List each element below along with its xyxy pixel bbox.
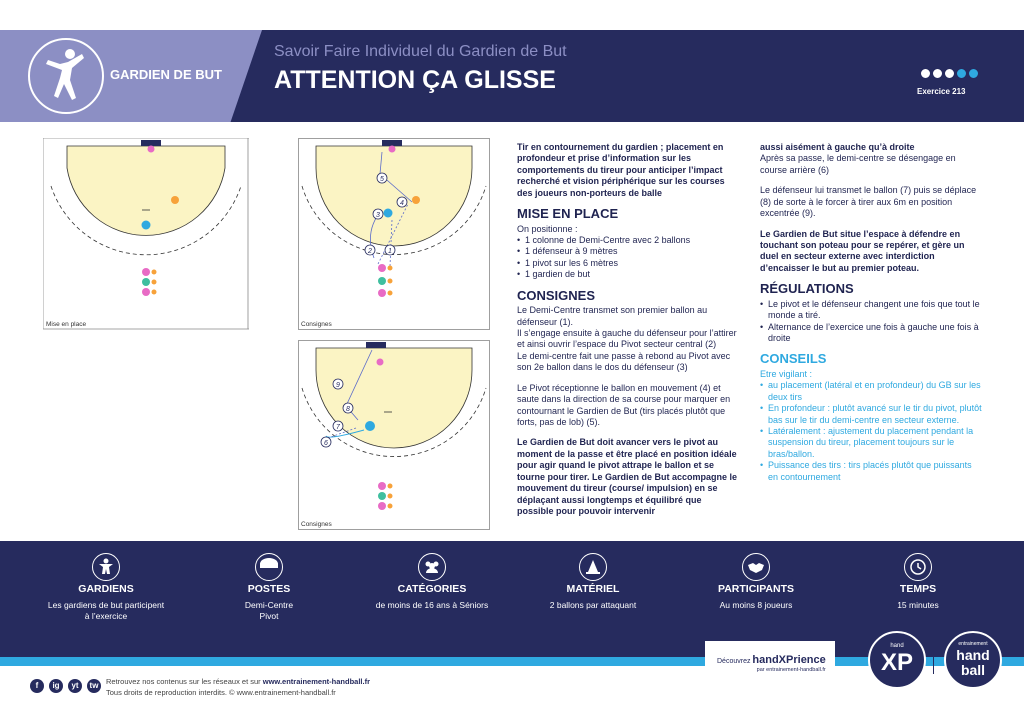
section-title-conseils: CONSEILS: [760, 351, 827, 367]
footer-text: Retrouvez nos contenus sur les réseaux et sur: [106, 677, 263, 686]
diagram-label: Mise en place: [46, 321, 87, 328]
exercise-number: Exercice 213: [917, 87, 966, 96]
player-column: [142, 268, 157, 296]
info-value: 2 ballons par attaquant: [549, 600, 637, 610]
xp-logo[interactable]: [868, 631, 926, 689]
list-item: • au placement (latéral et en profondeur) du GB sur les deux tirs: [760, 380, 982, 403]
logo-divider: [933, 644, 934, 674]
section-title-mise-en-place: MISE EN PLACE: [517, 206, 619, 222]
info-label: GARDIENS: [78, 583, 134, 595]
conseils-lead: Etre vigilant :: [760, 368, 813, 379]
list-item: • En profondeur : plutôt avancé sur le tir du pivot, plutôt bas sur le tir du demi-centre en secteur externe.: [760, 403, 982, 426]
diagram-consignes-2: [298, 340, 490, 530]
category-label: GARDIEN DE BUT: [110, 67, 222, 82]
info-label: PARTICIPANTS: [717, 583, 795, 595]
list-item: • 1 pivot sur les 6 mètres: [517, 258, 739, 269]
consigne-paragraph: Le Demi-Centre transmet son premier ballon au défenseur (1).: [517, 305, 708, 327]
section-title-consignes: CONSIGNES: [517, 287, 596, 303]
page-title: ATTENTION ÇA GLISSE: [274, 66, 556, 94]
field-icon: [255, 553, 283, 581]
twitter-icon[interactable]: tw: [87, 679, 101, 693]
mise-list: [517, 235, 739, 281]
list-item: • Alternance de l’exercice une fois à gauche une fois à droite: [760, 322, 982, 345]
info-label: MATÉRIEL: [566, 583, 620, 595]
entrainement-handball-logo[interactable]: [944, 631, 1002, 689]
mise-lead: On positionne :: [517, 223, 578, 234]
hb-logo-ball: ball: [960, 662, 986, 678]
facebook-icon[interactable]: f: [30, 679, 44, 693]
step-number: 1: [388, 248, 392, 255]
regulations-list: [760, 299, 982, 345]
difficulty-ball-icon: [968, 68, 979, 79]
list-item: • 1 colonne de Demi-Centre avec 2 ballons: [517, 235, 739, 246]
goalkeeper-marker: [148, 146, 155, 153]
defender-marker: [142, 221, 151, 230]
conseils-list: [760, 380, 982, 483]
info-label: CATÉGORIES: [397, 583, 467, 595]
pivot-marker: [171, 196, 179, 204]
difficulty-rating: [920, 68, 979, 79]
consigne-paragraph: Il s’engage ensuite à gauche du défenseur pour l’attirer et ainsi ouvrir l’espace du Pivot secteur central (2): [517, 328, 737, 350]
hb-logo-hand: hand: [956, 647, 990, 663]
list-item: • 1 gardien de but: [517, 269, 739, 280]
group-icon: [418, 553, 446, 581]
list-item: • Latéralement : ajustement du placement pendant la suspension du tireur, placement toujours sur le bras/ballon.: [760, 426, 982, 460]
info-value: de moins de 16 ans à Séniors: [375, 600, 489, 610]
info-label: POSTES: [247, 583, 291, 595]
goalkeeper-icon: [92, 553, 120, 581]
difficulty-ball-icon: [944, 68, 955, 79]
step-number: 8: [346, 406, 350, 413]
list-item: • Puissance des tirs : tirs placés plutôt que puissants en contournement: [760, 460, 982, 483]
consigne-paragraph: Le demi-centre fait une passe à rebond au Pivot avec son 2e ballon dans le dos du défenseur (3): [517, 350, 731, 373]
instagram-icon[interactable]: ig: [49, 679, 63, 693]
clock-icon: [904, 553, 932, 581]
step-number: 9: [336, 382, 340, 389]
consigne-paragraph: Le Gardien de But doit avancer vers le pivot au moment de la passe et être placé en position idéale pour agir quand le pivot attrape le ballon et se tourne pour tirer. Le Gardien de But accompagne le mouvement du tireur (course/ impulsion) en se déplaçant aussi longtemps et équilibré que possible pour pouvoir intervenir: [517, 437, 738, 516]
paragraph: Après sa passe, le demi-centre se désengage en course arrière (6): [760, 153, 956, 175]
header: [0, 30, 1024, 122]
youtube-icon[interactable]: yt: [68, 679, 82, 693]
xp-logo-big: XP: [880, 649, 913, 676]
consigne-paragraph: Le Pivot réceptionne le ballon en mouvement (4) et saute dans la direction de sa course pour marquer en contournant le Gardien de But (tirs placés plutôt que forts, pas de lob) (5).: [517, 382, 731, 428]
step-number: 4: [400, 200, 404, 207]
intro-text: Tir en contournement du gardien ; placement en profondeur et prise d’information sur les comportements du tireur pour anticiper l’impact recherché et vision périphérique sur les courses des joueurs non-porteurs de balle: [517, 142, 725, 198]
diagram-label: Consignes: [301, 321, 332, 328]
footer-line-1: [106, 677, 370, 686]
continued-paragraph: aussi aisément à gauche qu’à droite: [760, 142, 915, 152]
info-label: TEMPS: [899, 583, 937, 595]
paragraph: Le Gardien de But situe l’espace à défendre en touchant son poteau pour se repérer, et gère un duel en secteur externe avec interdiction d’encaisser le but au premier poteau.: [760, 228, 965, 273]
section-title-regulations: RÉGULATIONS: [760, 281, 854, 297]
handxprience-text[interactable]: Découvrez handXPrience par entrainement-handball.fr: [717, 654, 826, 673]
text-column-1: [517, 142, 739, 517]
diagram-mise-en-place: [43, 138, 249, 330]
diagram-consignes-1: [298, 138, 490, 330]
xp-logo-small: hand: [890, 643, 904, 649]
info-band: [0, 541, 1024, 657]
diagram-label: Consignes: [301, 521, 332, 528]
difficulty-ball-icon: [920, 68, 931, 79]
difficulty-ball-icon: [932, 68, 943, 79]
difficulty-ball-icon: [956, 68, 967, 79]
info-value: 15 minutes: [897, 600, 939, 610]
list-item: • 1 défenseur à 9 mètres: [517, 246, 739, 257]
cone-icon: [579, 553, 607, 581]
paragraph: Le défenseur lui transmet le ballon (7) puis se déplace (8) de sorte à le forcer à tirer aux 6m en position excentrée (9).: [760, 185, 977, 219]
text-column-2: [760, 142, 982, 483]
step-number: 2: [368, 248, 372, 255]
list-item: • Le pivot et le défenseur changent une fois que tout le monde a tiré.: [760, 299, 982, 322]
footer-line-2: Tous droits de reproduction interdits. © www.entrainement-handball.fr: [106, 688, 336, 697]
hb-logo-top: entrainement: [958, 641, 988, 647]
website-link[interactable]: www.entrainement-handball.fr: [262, 677, 370, 686]
step-number: 5: [380, 176, 384, 183]
info-value: Au moins 8 joueurs: [719, 600, 793, 610]
step-number: 6: [324, 440, 328, 447]
step-number: 3: [376, 212, 380, 219]
step-number: 7: [336, 424, 340, 431]
handshake-icon: [742, 553, 770, 581]
goalkeeper-logo-icon: [28, 38, 104, 114]
info-value: Demi-Centre Pivot: [244, 600, 294, 621]
info-value: Les gardiens de but participent à l’exercice: [47, 600, 165, 621]
page-subtitle: Savoir Faire Individuel du Gardien de But: [274, 43, 567, 60]
